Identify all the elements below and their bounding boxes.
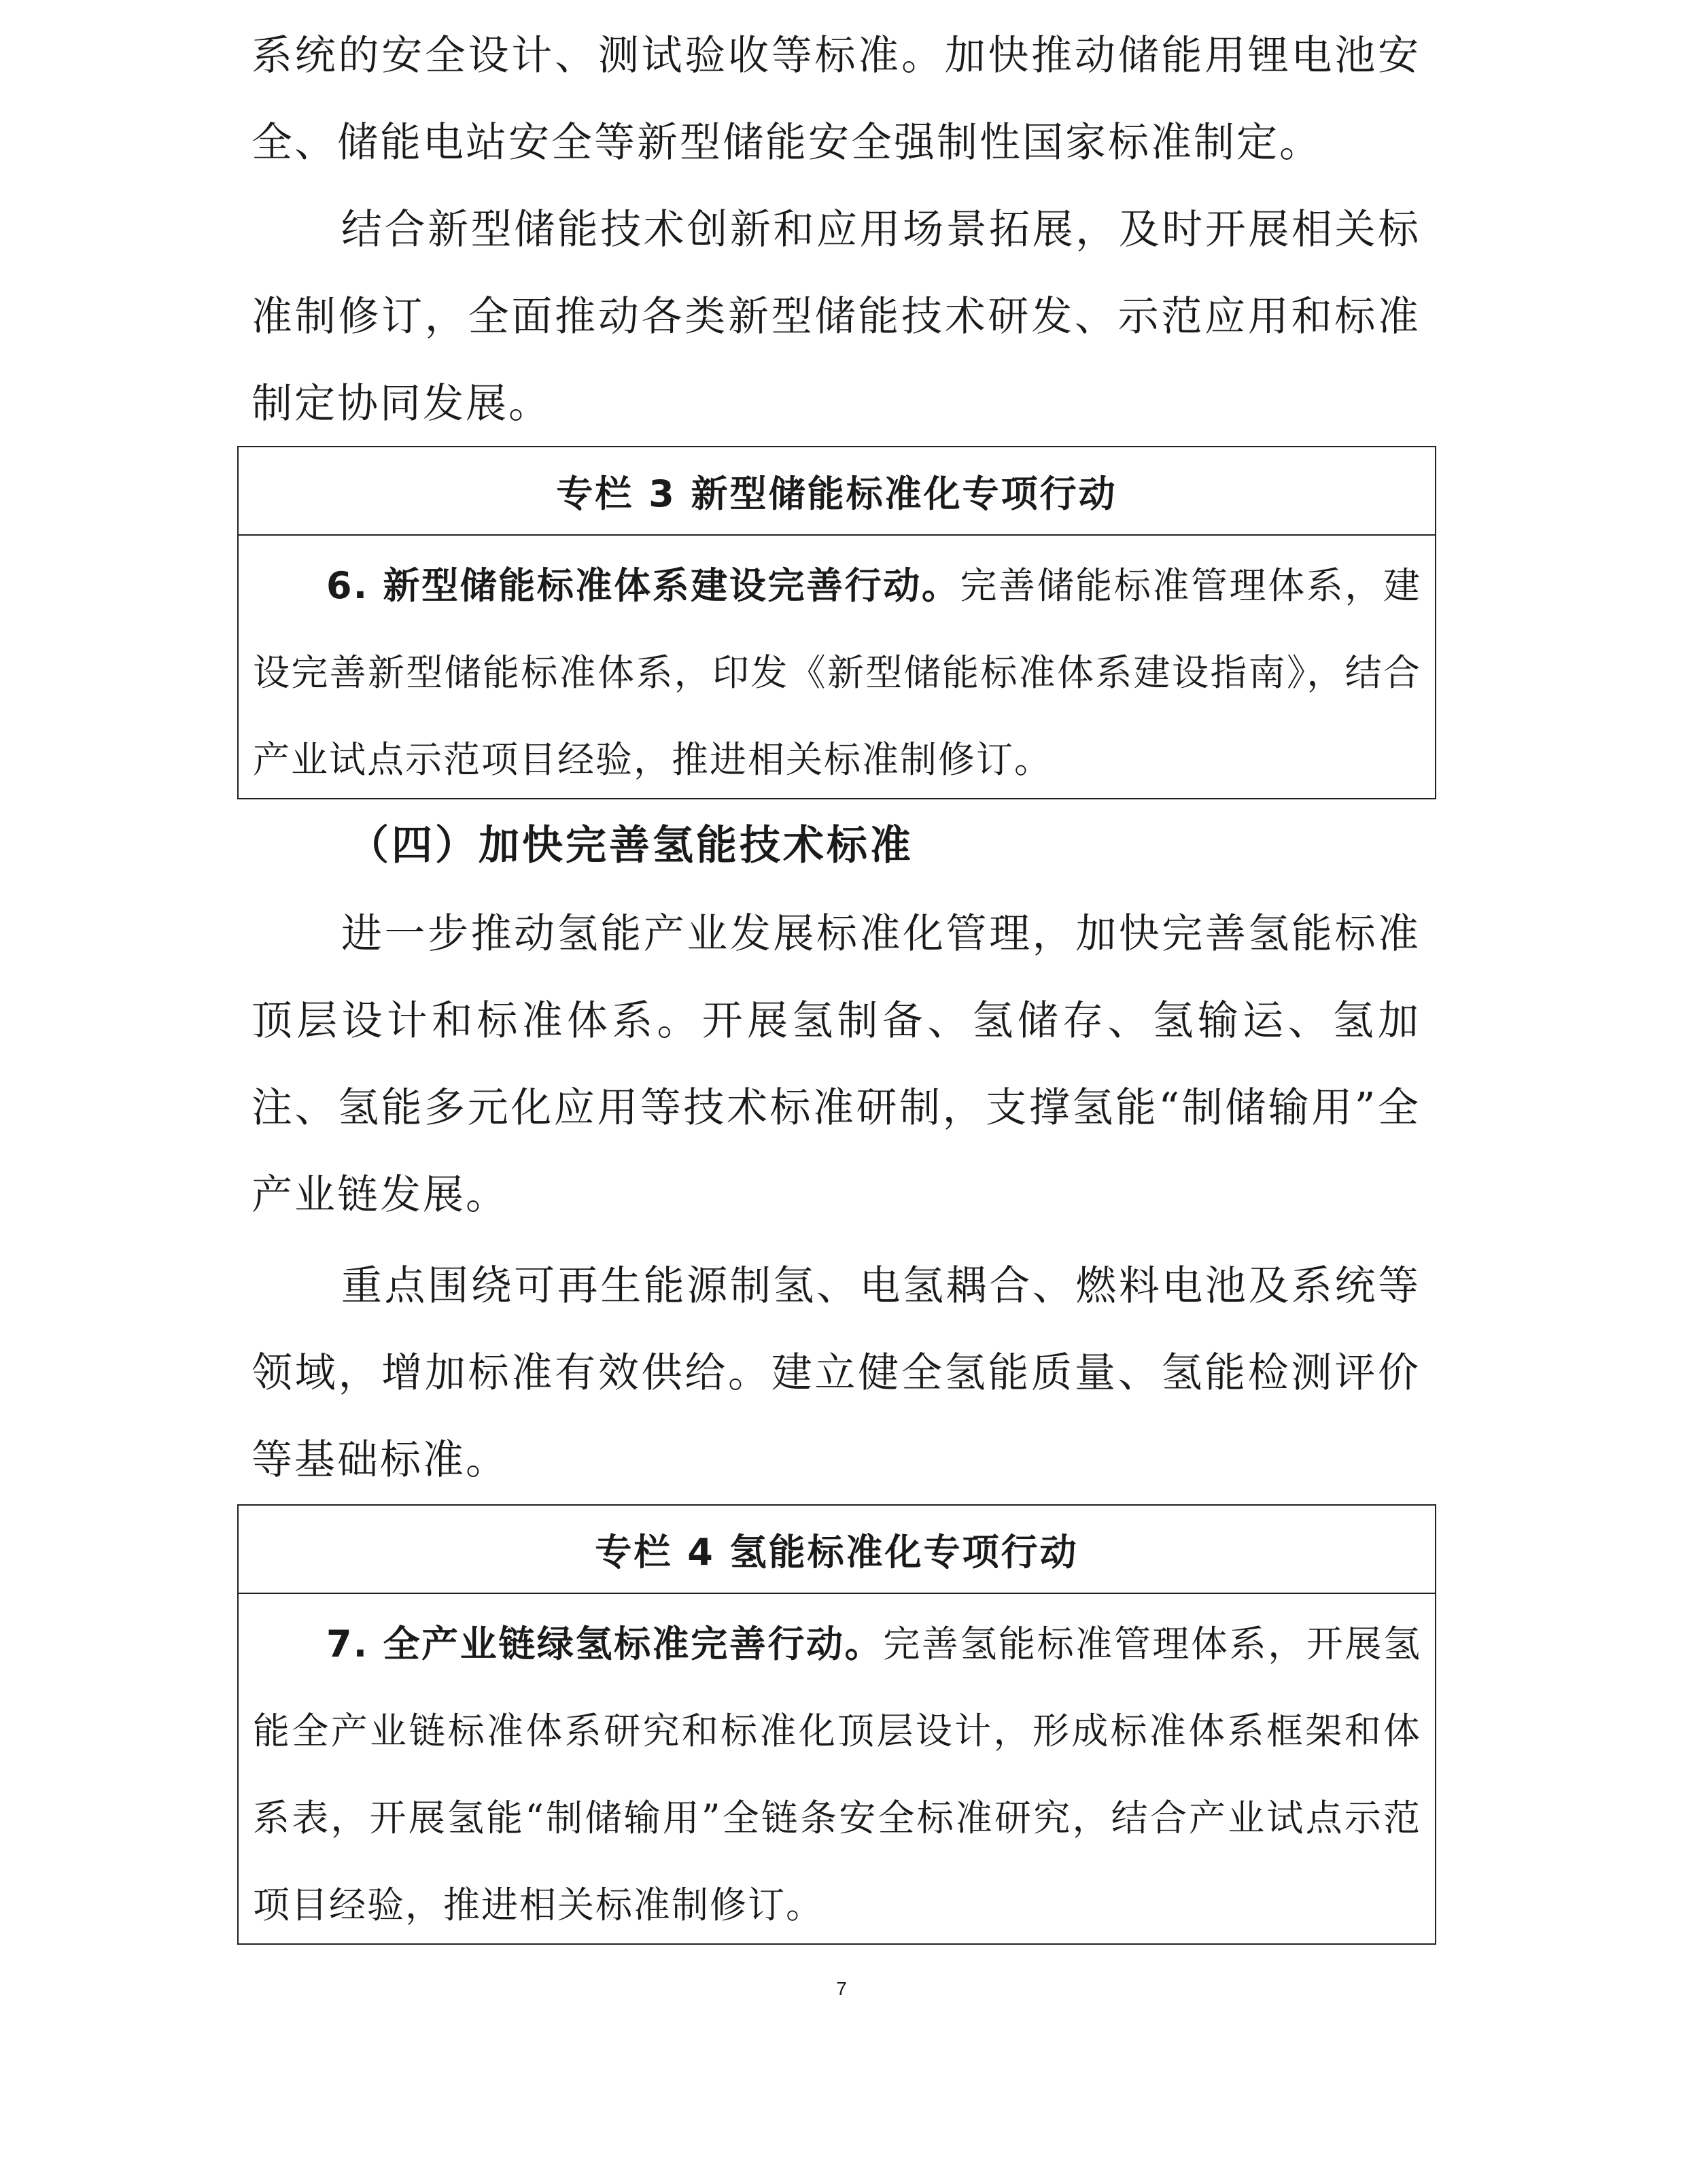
action-description: 完善氢能标准管理体系，开展氢能全产业链标准体系研究和标准化顶层设计，形成标准体系框架和体系表，开展氢能“制储输用”全链条安全标准研究，结合产业试点示范项目经验，推进相关标准制修订。	[253, 1623, 1422, 1926]
column-box-title: 专栏 3 新型储能标准化专项行动	[239, 447, 1435, 536]
paragraph-text: 结合新型储能技术创新和应用场景拓展，及时开展相关标准制修订，全面推动各类新型储能技术研发、示范应用和标准制定协同发展。	[251, 206, 1421, 428]
column-box-4	[237, 1504, 1436, 1945]
column-box-text	[253, 1601, 1421, 1949]
paragraph-energy-storage-innovation	[251, 186, 1421, 447]
paragraph-text: 系统的安全设计、测试验收等标准。加快推动储能用锂电池安全、储能电站安全等新型储能安全强制性国家标准制定。	[251, 32, 1421, 167]
column-box-title: 专栏 4 氢能标准化专项行动	[239, 1506, 1435, 1594]
paragraph-hydrogen-standardization	[251, 890, 1421, 1238]
column-box-body	[239, 536, 1435, 808]
page-number: 7	[836, 1978, 847, 1999]
paragraph-text: 进一步推动氢能产业发展标准化管理，加快完善氢能标准顶层设计和标准体系。开展氢制备、氢储存、氢输运、氢加注、氢能多元化应用等技术标准研制，支撑氢能“制储输用”全产业链发展。	[251, 910, 1421, 1219]
column-box-text	[253, 542, 1421, 803]
paragraph-text: 重点围绕可再生能源制氢、电氢耦合、燃料电池及系统等领域，增加标准有效供给。建立健全氢能质量、氢能检测评价等基础标准。	[251, 1262, 1421, 1484]
action-description: 完善储能标准管理体系，建设完善新型储能标准体系，印发《新型储能标准体系建设指南》，结合产业试点示范项目经验，推进相关标准制修订。	[253, 564, 1421, 781]
action-title: 6. 新型储能标准体系建设完善行动。	[326, 564, 960, 607]
column-box-3	[237, 446, 1436, 799]
section-heading: （四）加快完善氢能技术标准	[348, 822, 914, 869]
paragraph-hydrogen-key-areas	[251, 1243, 1421, 1504]
column-box-body	[239, 1594, 1435, 1953]
action-title: 7. 全产业链绿氢标准完善行动。	[326, 1623, 884, 1665]
paragraph-energy-storage-safety	[251, 12, 1421, 186]
